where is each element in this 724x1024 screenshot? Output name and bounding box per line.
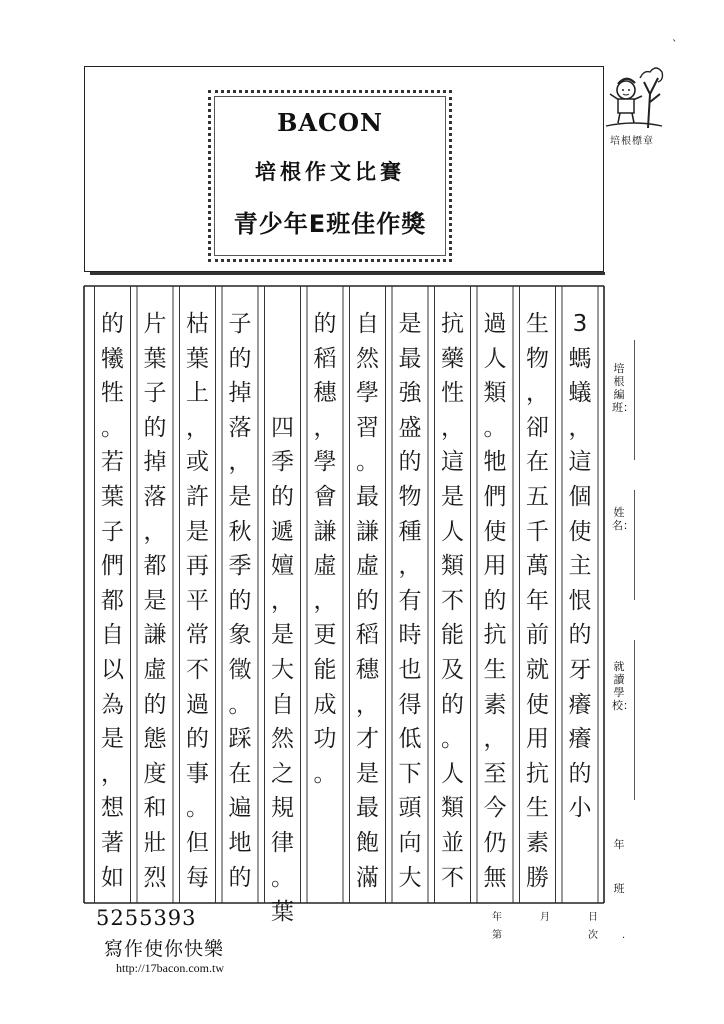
essay-char: ， [143, 518, 167, 545]
essay-char: 為 [101, 691, 124, 718]
essay-char: ， [526, 380, 549, 407]
essay-char: 年 [526, 587, 549, 614]
essay-char: 壯 [143, 830, 167, 856]
date-ci: 次 [588, 930, 598, 941]
essay-char: 成 [313, 691, 337, 718]
essay-char: 3 [572, 311, 588, 337]
essay-char: 生 [483, 657, 507, 683]
essay-char: 都 [101, 587, 124, 614]
essay-char: 子 [228, 311, 252, 337]
essay-char: 這 [441, 449, 464, 476]
essay-char: 律 [271, 830, 294, 856]
essay-char: 秋 [228, 518, 252, 545]
essay-char: 就 [526, 657, 549, 683]
essay-char: 時 [398, 622, 422, 649]
essay-char: 季 [271, 449, 294, 476]
essay-char: 千 [526, 518, 549, 545]
essay-char: 。 [313, 760, 337, 787]
essay-char: 是 [441, 484, 464, 510]
essay-char: 想 [101, 795, 124, 822]
essay-char: 個 [568, 484, 592, 510]
essay-char: 是 [143, 587, 167, 614]
essay-char: 是 [398, 311, 422, 337]
essay-char: 。 [186, 795, 209, 822]
name-label: 姓名： [612, 506, 634, 532]
essay-char: 虛 [143, 657, 167, 683]
essay-char: 使 [483, 518, 507, 545]
essay-char: 謙 [313, 518, 337, 545]
essay-char: 子 [143, 380, 167, 407]
essay-char: 片 [143, 311, 167, 337]
essay-char: 掉 [143, 449, 167, 476]
essay-char: 物 [526, 345, 549, 372]
essay-char: 是 [101, 726, 124, 753]
essay-char: 抗 [483, 622, 507, 649]
essay-char: 。 [441, 726, 464, 753]
essay-char: 烈 [143, 864, 167, 891]
essay-char: 抗 [526, 760, 549, 787]
essay-char: 稻 [313, 345, 337, 372]
essay-char: 是 [271, 622, 294, 649]
essay-char: 遞 [271, 518, 294, 545]
essay-char: 葉 [186, 345, 209, 372]
essay-char: 種 [398, 518, 422, 545]
essay-char: 不 [186, 657, 209, 683]
essay-char: 類 [441, 795, 464, 822]
essay-char: 會 [313, 484, 337, 510]
essay-char: 素 [483, 691, 507, 718]
essay-char: 學 [313, 449, 337, 476]
essay-char: 滿 [356, 864, 379, 891]
school-rule [634, 640, 635, 800]
essay-char: 犧 [101, 345, 124, 372]
award-title: 青少年E班佳作獎 [233, 210, 427, 238]
essay-char: 仍 [483, 830, 507, 856]
essay-char: 蟻 [568, 380, 592, 407]
essay-char: 恨 [568, 587, 592, 614]
essay-char: 物 [398, 484, 422, 510]
essay-char: 著 [101, 830, 124, 856]
essay-char: 謙 [143, 622, 167, 649]
essay-char: 以 [101, 657, 124, 683]
essay-char: 牙 [568, 657, 592, 683]
essay-char: 如 [101, 864, 124, 891]
essay-char: 人 [441, 518, 464, 545]
essay-char: 的 [186, 726, 209, 753]
essay-char: 掉 [228, 380, 252, 407]
essay-char: 這 [568, 449, 592, 476]
essay-char: ， [313, 587, 337, 614]
essay-char: 們 [101, 553, 124, 580]
essay-char: 生 [526, 795, 549, 822]
essay-char: 的 [228, 587, 252, 614]
essay-char: 葉 [271, 899, 294, 926]
essay-char: 生 [526, 311, 549, 337]
essay-char: 。 [101, 414, 124, 441]
essay-char: 癢 [568, 726, 592, 753]
essay-char: 向 [398, 830, 422, 856]
essay-char: 的 [101, 311, 124, 337]
essay-char: 地 [228, 830, 252, 856]
essay-char: 規 [271, 795, 294, 822]
essay-char: 能 [313, 657, 337, 683]
essay-char: 萬 [526, 553, 549, 580]
essay-char: 的 [143, 691, 167, 718]
essay-char: 過 [483, 311, 507, 337]
essay-char: 的 [228, 345, 252, 372]
essay-char: 低 [398, 726, 422, 753]
essay-char: 們 [483, 484, 507, 510]
essay-char: 主 [568, 553, 592, 580]
essay-char: 並 [441, 830, 464, 856]
essay-char: 習 [356, 414, 379, 441]
essay-char: 每 [186, 864, 209, 891]
essay-char: 態 [143, 726, 167, 753]
class-rule [634, 340, 635, 460]
essay-char: 螞 [568, 345, 592, 372]
essay-char: 稻 [356, 622, 379, 649]
essay-char: 或 [186, 449, 209, 476]
essay-char: 常 [186, 622, 209, 649]
essay-char: 盛 [398, 414, 422, 441]
essay-char: 事 [186, 760, 209, 787]
essay-char: 人 [483, 345, 507, 372]
essay-char: 飽 [356, 830, 379, 856]
essay-char: 子 [101, 518, 124, 545]
essay-char: ， [101, 760, 124, 787]
essay-char: 。 [271, 864, 294, 891]
essay-char: 最 [356, 795, 379, 822]
essay-char: 的 [271, 484, 294, 510]
essay-char: 嬗 [271, 553, 294, 580]
essay-char: 素 [526, 830, 549, 856]
essay-char: 的 [568, 622, 592, 649]
contest-title: 培根作文比賽 [255, 160, 405, 184]
date-day: 日 [588, 912, 598, 923]
essay-char: 癢 [568, 691, 592, 718]
essay-char: 踩 [228, 726, 252, 753]
essay-char: 得 [398, 691, 422, 718]
essay-char: 落 [228, 414, 252, 441]
essay-char: 大 [398, 864, 422, 891]
essay-char: 前 [526, 622, 549, 649]
essay-char: 在 [228, 760, 252, 787]
name-rule [634, 490, 635, 600]
essay-char: 牲 [101, 380, 124, 407]
dot-mark: . [622, 930, 626, 941]
essay-char: 有 [398, 587, 422, 614]
essay-char: ， [228, 449, 252, 476]
date-di: 第 [492, 930, 502, 941]
essay-char: 五 [526, 484, 549, 510]
essay-char: 用 [483, 553, 507, 580]
essay-char: 類 [441, 553, 464, 580]
essay-char: 上 [186, 380, 209, 407]
school-label: 就讀學校： [612, 660, 634, 712]
essay-char: 更 [313, 622, 337, 649]
date-year: 年 [492, 912, 502, 923]
essay-char: 最 [356, 484, 379, 510]
essay-char: ， [398, 553, 422, 580]
essay-char: 的 [398, 449, 422, 476]
essay-char: 頭 [398, 795, 422, 822]
essay-char: 大 [271, 657, 294, 683]
essay-char: 自 [356, 311, 379, 337]
essay-char: 在 [526, 449, 549, 476]
brand-title: BACON [277, 108, 383, 137]
essay-char: 。 [356, 449, 379, 476]
essay-char: 不 [441, 587, 464, 614]
essay-char: 虛 [313, 553, 337, 580]
essay-char: 之 [271, 760, 294, 787]
essay-char: 的 [441, 691, 464, 718]
essay-char: 功 [313, 726, 337, 753]
essay-char: 是 [186, 518, 209, 545]
essay-char: 勝 [526, 864, 549, 891]
footer-number: 5255393 [96, 906, 197, 930]
essay-char: 然 [271, 726, 294, 753]
essay-char: 今 [483, 795, 507, 822]
essay-char: 穗 [356, 657, 379, 683]
ban-label: 班 [613, 882, 625, 895]
essay-char: 的 [483, 587, 507, 614]
essay-char: 然 [356, 345, 379, 372]
corner-mark: ` [672, 38, 678, 51]
essay-char: 許 [186, 484, 209, 510]
essay-char: 使 [526, 691, 549, 718]
footer-slogan: 寫作使你快樂 [104, 938, 225, 960]
essay-char: 才 [356, 726, 379, 753]
essay-char: 也 [398, 657, 422, 683]
essay-char: 和 [143, 795, 167, 822]
essay-char: 牠 [483, 449, 507, 476]
essay-char: 藥 [441, 345, 464, 372]
essay-char: 但 [186, 830, 209, 856]
essay-char: 的 [313, 311, 337, 337]
essay-char: 至 [483, 760, 507, 787]
essay-char: 卻 [526, 414, 549, 441]
essay-char: 的 [356, 587, 379, 614]
essay-char: 不 [441, 864, 464, 891]
essay-char: 度 [143, 760, 167, 787]
essay-char: 的 [568, 760, 592, 787]
class-label: 培根編班： [612, 362, 634, 414]
essay-char: ， [483, 726, 507, 753]
essay-char: 最 [398, 345, 422, 372]
grade-label: 年 [613, 838, 625, 851]
essay-char: 再 [186, 553, 209, 580]
essay-char: ， [271, 587, 294, 614]
essay-char: 的 [143, 414, 167, 441]
essay-char: 季 [228, 553, 252, 580]
essay-char: 抗 [441, 311, 464, 337]
essay-char: 無 [483, 864, 507, 891]
essay-char: 。 [228, 691, 252, 718]
essay-char: 四 [271, 414, 294, 441]
essay-char: 徵 [228, 657, 252, 683]
essay-char: 若 [101, 449, 124, 476]
essay-char: 象 [228, 622, 252, 649]
footer-url[interactable]: http://17bacon.com.tw [116, 961, 224, 975]
date-month: 月 [540, 912, 550, 923]
essay-char: 自 [271, 691, 294, 718]
essay-char: 虛 [356, 553, 379, 580]
essay-char: 強 [398, 380, 422, 407]
essay-char: ， [186, 414, 209, 441]
essay-char: 學 [356, 380, 379, 407]
essay-char: 平 [186, 587, 209, 614]
essay-char: ， [356, 691, 379, 718]
essay-char: 性 [441, 380, 464, 407]
essay-char: 人 [441, 760, 464, 787]
essay-char: 小 [568, 795, 592, 822]
essay-char: ， [313, 414, 337, 441]
essay-char: 枯 [186, 311, 209, 337]
essay-char: 是 [356, 760, 379, 787]
essay-char: 能 [441, 622, 464, 649]
essay-char: 葉 [143, 345, 167, 372]
essay-char: 過 [186, 691, 209, 718]
essay-char: 都 [143, 553, 167, 580]
essay-char: 類 [483, 380, 507, 407]
essay-char: 葉 [101, 484, 124, 510]
essay-char: 遍 [228, 795, 252, 822]
essay-char: ， [441, 414, 464, 441]
essay-char: 及 [441, 657, 464, 683]
essay-char: 謙 [356, 518, 379, 545]
essay-char: 用 [526, 726, 549, 753]
essay-char: 使 [568, 518, 592, 545]
essay-char: 的 [228, 864, 252, 891]
essay-char: 。 [483, 414, 507, 441]
essay-char: 自 [101, 622, 124, 649]
essay-char: 落 [143, 484, 167, 510]
logo-caption: 培根標章 [610, 136, 654, 147]
essay-char: 下 [398, 760, 422, 787]
essay-char: ， [568, 414, 592, 441]
essay-char: 穗 [313, 380, 337, 407]
essay-char: 是 [228, 484, 252, 510]
